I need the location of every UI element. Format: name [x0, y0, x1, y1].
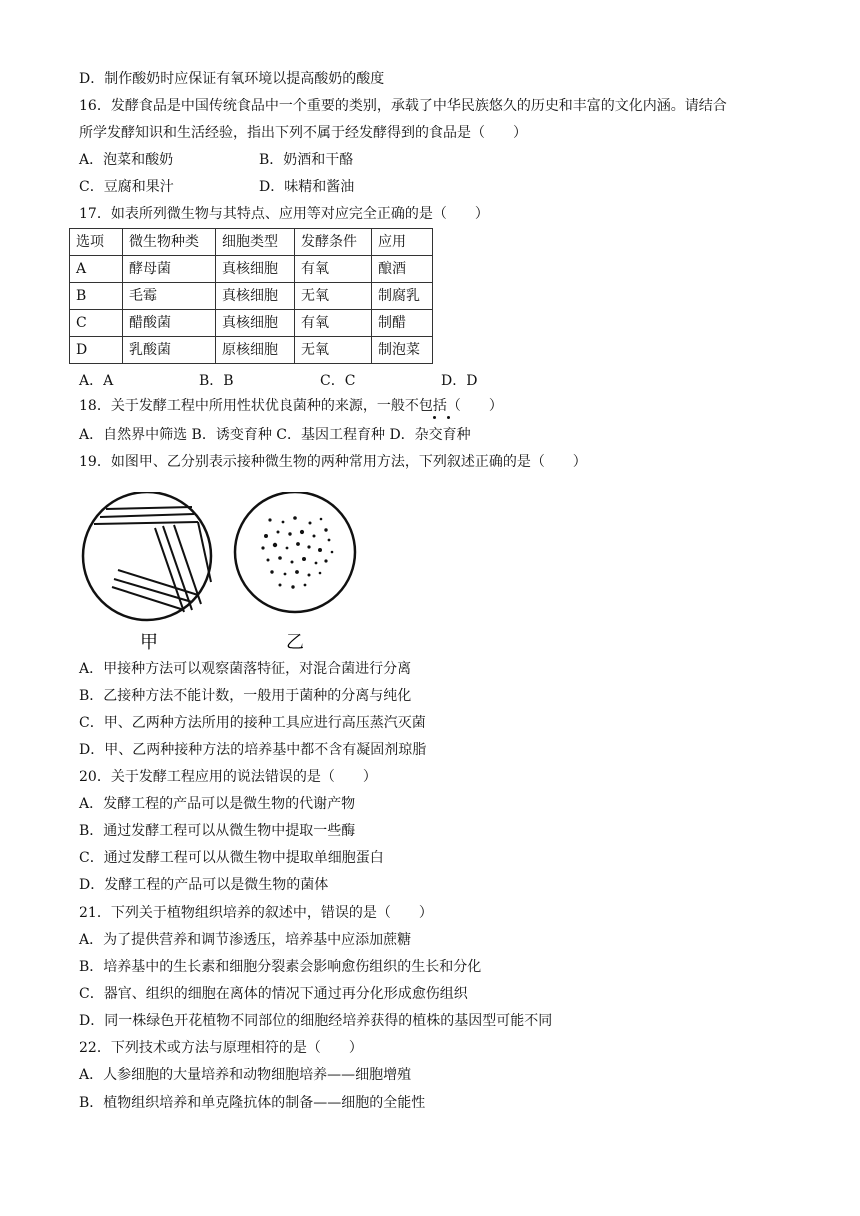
- table-header-cell: 选项: [70, 229, 123, 256]
- table-cell: 真核细胞: [216, 256, 295, 283]
- q20-stem: 20．关于发酵工程应用的说法错误的是（ ）: [79, 769, 377, 785]
- table-row: [70, 283, 433, 310]
- table-header-cell: 微生物种类: [123, 229, 216, 256]
- table-cell: 无氧: [295, 337, 372, 364]
- table-row: [70, 310, 433, 337]
- table-cell: A: [70, 256, 123, 283]
- q21-option-d: D．同一株绿色开花植物不同部位的细胞经培养获得的植株的基因型可能不同: [79, 1013, 553, 1029]
- table-cell: 真核细胞: [216, 283, 295, 310]
- q19-stem: 19．如图甲、乙分别表示接种微生物的两种常用方法，下列叙述正确的是（ ）: [79, 454, 587, 470]
- q16-option-b: B．奶酒和干酪: [259, 152, 354, 168]
- q19-option-b: B．乙接种方法不能计数，一般用于菌种的分离与纯化: [79, 688, 412, 704]
- table-cell: 乳酸菌: [123, 337, 216, 364]
- table-cell: B: [70, 283, 123, 310]
- q18-options: A．自然界中筛选 B．诱变育种 C．基因工程育种 D．杂交育种: [79, 427, 471, 443]
- table-cell: 酵母菌: [123, 256, 216, 283]
- table-cell: 有氧: [295, 310, 372, 337]
- table-cell: 无氧: [295, 283, 372, 310]
- inoculation-figure: [80, 492, 380, 654]
- q21-option-b: B．培养基中的生长素和细胞分裂素会影响愈伤组织的生长和分化: [79, 959, 482, 975]
- table-cell: 有氧: [295, 256, 372, 283]
- q21-stem: 21．下列关于植物组织培养的叙述中，错误的是（ ）: [79, 905, 433, 921]
- label-yi: 乙: [286, 632, 304, 653]
- table-cell: 酿酒: [372, 256, 433, 283]
- table-row: [70, 256, 433, 283]
- table-header-cell: 细胞类型: [216, 229, 295, 256]
- q17-option-c: C．C: [320, 373, 356, 389]
- q22-option-a: A．人参细胞的大量培养和动物细胞培养——细胞增殖: [79, 1067, 412, 1083]
- q20-option-c: C．通过发酵工程可以从微生物中提取单细胞蛋白: [79, 850, 384, 866]
- table-row: [70, 337, 433, 364]
- q22-stem: 22．下列技术或方法与原理相符的是（ ）: [79, 1040, 363, 1056]
- q17-option-b: B．B: [199, 373, 234, 389]
- table-cell: 毛霉: [123, 283, 216, 310]
- q17-option-a: A．A: [79, 373, 114, 389]
- q16-option-c: C．豆腐和果汁: [79, 179, 174, 195]
- table-cell: 制泡菜: [372, 337, 433, 364]
- q21-option-c: C．器官、组织的细胞在离体的情况下通过再分化形成愈伤组织: [79, 986, 468, 1002]
- q19-option-d: D．甲、乙两种接种方法的培养基中都不含有凝固剂琼脂: [79, 742, 427, 758]
- q19-option-a: A．甲接种方法可以观察菌落特征，对混合菌进行分离: [79, 661, 412, 677]
- spread-plate-dish: [235, 492, 355, 612]
- table-header-cell: 发酵条件: [295, 229, 372, 256]
- table-header-cell: 应用: [372, 229, 433, 256]
- q20-option-b: B．通过发酵工程可以从微生物中提取一些酶: [79, 823, 356, 839]
- q18-stem: 18．关于发酵工程中所用性状优良菌种的来源，一般不包括（ ）: [79, 398, 503, 414]
- table-cell: 醋酸菌: [123, 310, 216, 337]
- q16-option-d: D．味精和酱油: [259, 179, 355, 195]
- table-cell: 制醋: [372, 310, 433, 337]
- table-cell: 真核细胞: [216, 310, 295, 337]
- q17-table: [69, 228, 433, 364]
- q16-option-a: A．泡菜和酸奶: [79, 152, 174, 168]
- q19-option-c: C．甲、乙两种方法所用的接种工具应进行高压蒸汽灭菌: [79, 715, 426, 731]
- table-cell: D: [70, 337, 123, 364]
- emphasis-dot: [433, 416, 436, 419]
- label-jia: 甲: [140, 632, 158, 653]
- q21-option-a: A．为了提供营养和调节渗透压，培养基中应添加蔗糖: [79, 932, 412, 948]
- q17-option-d: D．D: [441, 373, 478, 389]
- table-header-row: [70, 229, 433, 256]
- emphasis-dot: [447, 416, 450, 419]
- q20-option-d: D．发酵工程的产品可以是微生物的菌体: [79, 877, 329, 893]
- q16-stem-line1: 16．发酵食品是中国传统食品中一个重要的类别，承载了中华民族悠久的历史和丰富的文化内涵。请结合: [79, 98, 727, 114]
- streak-plate-dish: [83, 492, 211, 620]
- table-cell: 原核细胞: [216, 337, 295, 364]
- table-cell: 制腐乳: [372, 283, 433, 310]
- table-cell: C: [70, 310, 123, 337]
- q16-stem-line2: 所学发酵知识和生活经验，指出下列不属于经发酵得到的食品是（ ）: [79, 125, 527, 141]
- q20-option-a: A．发酵工程的产品可以是微生物的代谢产物: [79, 796, 356, 812]
- q15-option-d: D．制作酸奶时应保证有氧环境以提高酸奶的酸度: [79, 71, 385, 87]
- q17-stem: 17．如表所列微生物与其特点、应用等对应完全正确的是（ ）: [79, 206, 489, 222]
- q22-option-b: B．植物组织培养和单克隆抗体的制备——细胞的全能性: [79, 1095, 426, 1111]
